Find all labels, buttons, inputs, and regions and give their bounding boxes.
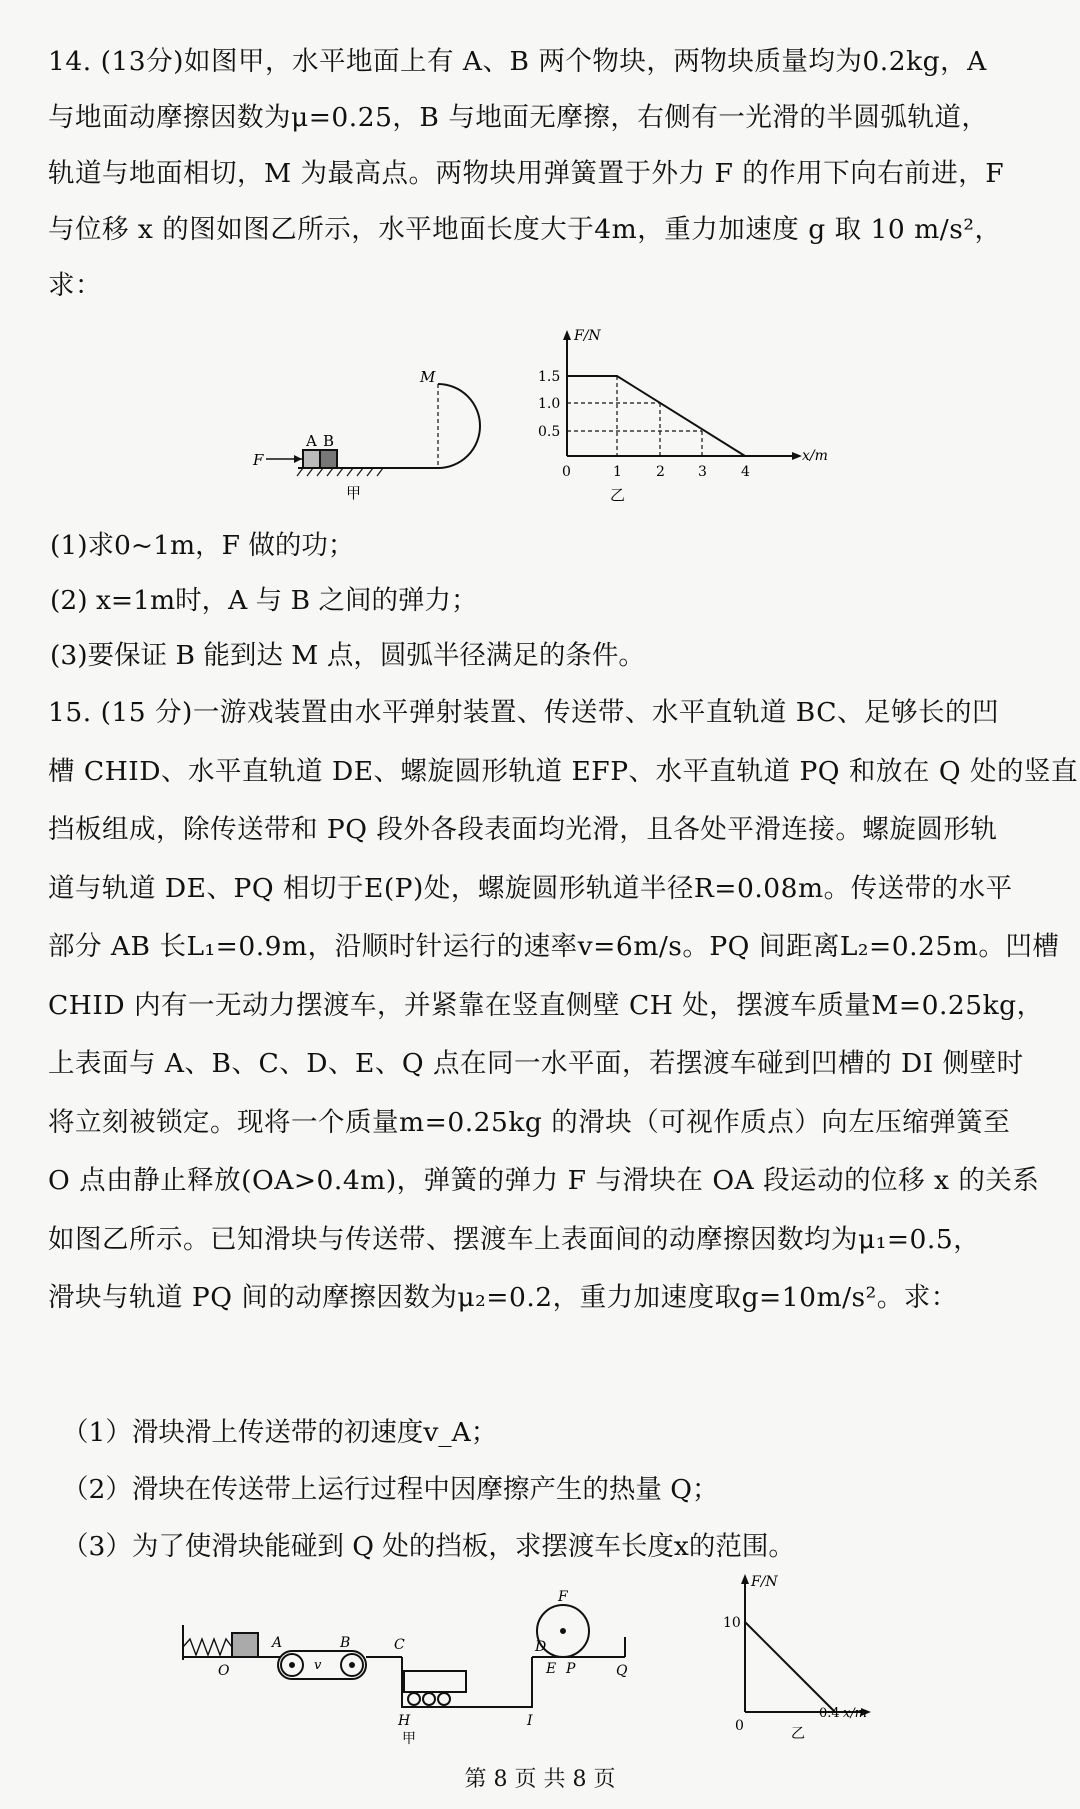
figure-label: P <box>566 1661 576 1677</box>
x-axis-label: x/m <box>802 448 828 464</box>
x-axis-label: x/m <box>843 1706 868 1721</box>
label-f: F <box>253 451 264 469</box>
page-footer: 第 8 页 共 8 页 <box>464 1767 616 1792</box>
q15-line: 挡板组成，除传送带和 PQ 段外各段表面均光滑，且各处平滑连接。螺旋圆形轨 <box>48 814 998 845</box>
caption-jia: 甲 <box>402 1731 416 1745</box>
label-a: A <box>306 432 317 450</box>
q14-line: 与位移 x 的图如图乙所示，水平地面长度大于4m，重力加速度 g 取 10 m/s²， <box>48 214 1002 245</box>
figure-label: I <box>527 1713 533 1729</box>
q14-line: 与地面动摩擦因数为μ=0.25，B 与地面无摩擦，右侧有一光滑的半圆弧轨道， <box>48 102 989 133</box>
q14-line: 轨道与地面相切，M 为最高点。两物块用弹簧置于外力 F 的作用下向右前进，F <box>48 158 1005 189</box>
figure-label: A <box>272 1635 283 1651</box>
label-b: B <box>323 432 335 450</box>
block-a <box>303 450 320 468</box>
x-tick: 2 <box>656 464 665 480</box>
q14-stem <box>48 34 1038 314</box>
block-b <box>320 450 337 468</box>
figure-label: F <box>558 1589 568 1605</box>
q15-part-1: （1）滑块滑上传送带的初速度v_A； <box>62 1417 498 1448</box>
figure-label: D <box>535 1639 547 1655</box>
y-axis-label: F/N <box>751 1574 778 1590</box>
spring <box>183 1639 232 1655</box>
x-tick: 1 <box>613 464 622 480</box>
ferry-cart <box>404 1671 466 1692</box>
figure-label: v <box>314 1658 322 1673</box>
q15-figure-jia <box>180 1585 670 1745</box>
q15-line: 部分 AB 长L₁=0.9m，沿顺时针运行的速率v=6m/s。PQ 间距离L₂=0.25m。凹槽 <box>48 931 1060 962</box>
q15-line: 15. (15 分)一游戏装置由水平弹射装置、传送带、水平直轨道 BC、足够长的凹 <box>48 697 1000 728</box>
figure-label: E <box>546 1661 557 1677</box>
q15-line: 道与轨道 DE、PQ 相切于E(P)处，螺旋圆形轨道半径R=0.08m。传送带的水平 <box>48 872 1013 904</box>
q15-line: O 点由静止释放(OA>0.4m)，弹簧的弹力 F 与滑块在 OA 段运动的位移 x 的关系 <box>48 1165 1040 1196</box>
y-axis-label: F/N <box>574 328 601 344</box>
q15-line: 槽 CHID、水平直轨道 DE、螺旋圆形轨道 EFP、水平直轨道 PQ 和放在 Q 处的竖直 <box>48 755 1078 787</box>
y-tick: 1.5 <box>538 369 561 385</box>
q14-part-3: (3)要保证 B 能到达 M 点，圆弧半径满足的条件。 <box>50 640 645 671</box>
caption-yi: 乙 <box>610 486 626 504</box>
q15-part-2: （2）滑块在传送带上运行过程中因摩擦产生的热量 Q； <box>62 1474 719 1505</box>
y-tick: 10 <box>723 1615 741 1631</box>
q15-figure-yi <box>715 1572 915 1742</box>
y-tick: 1.0 <box>538 396 561 412</box>
caption-yi: 乙 <box>791 1726 805 1742</box>
x-tick: 4 <box>741 464 750 480</box>
figure-label: H <box>398 1713 411 1729</box>
q14-part-1: (1)求0~1m，F 做的功； <box>50 530 355 561</box>
figure-label: B <box>340 1635 351 1651</box>
x-tick: 0 <box>735 1718 744 1734</box>
figure-label: C <box>394 1637 405 1653</box>
y-tick: 0.5 <box>538 424 561 440</box>
figure-label: Q <box>616 1663 628 1679</box>
q15-part-3: （3）为了使滑块能碰到 Q 处的挡板，求摆渡车长度x的范围。 <box>62 1531 795 1562</box>
q14-line: 14. (13分)如图甲，水平地面上有 A、B 两个物块，两物块质量均为0.2kg，A <box>48 46 987 77</box>
q15-line: 滑块与轨道 PQ 间的动摩擦因数为μ₂=0.2，重力加速度取g=10m/s²。求： <box>48 1282 958 1313</box>
q15-line: 上表面与 A、B、C、D、E、Q 点在同一水平面，若摆渡车碰到凹槽的 DI 侧壁时 <box>48 1048 1024 1079</box>
q14-line: 求： <box>48 270 102 301</box>
x-tick: 0.4 <box>819 1706 840 1721</box>
q14-part-2: (2) x=1m时，A 与 B 之间的弹力； <box>50 585 478 616</box>
q15-line: 将立刻被锁定。现将一个质量m=0.25kg 的滑块（可视作质点）向左压缩弹簧至 <box>48 1106 1011 1138</box>
x-tick: 0 <box>562 464 571 480</box>
force-curve <box>745 1622 835 1712</box>
q15-line: CHID 内有一无动力摆渡车，并紧靠在竖直侧壁 CH 处，摆渡车质量M=0.25kg， <box>48 989 1044 1021</box>
q15-stem <box>48 684 1078 1328</box>
q14-figure-jia <box>248 350 498 505</box>
force-curve <box>567 376 745 456</box>
x-tick: 3 <box>698 464 707 480</box>
slider-block <box>232 1633 258 1657</box>
label-m: M <box>420 368 436 386</box>
q14-figure-yi <box>530 328 830 508</box>
figure-label: O <box>218 1663 230 1679</box>
caption-jia: 甲 <box>346 484 362 502</box>
q15-line: 如图乙所示。已知滑块与传送带、摆渡车上表面间的动摩擦因数均为μ₁=0.5， <box>48 1223 981 1255</box>
